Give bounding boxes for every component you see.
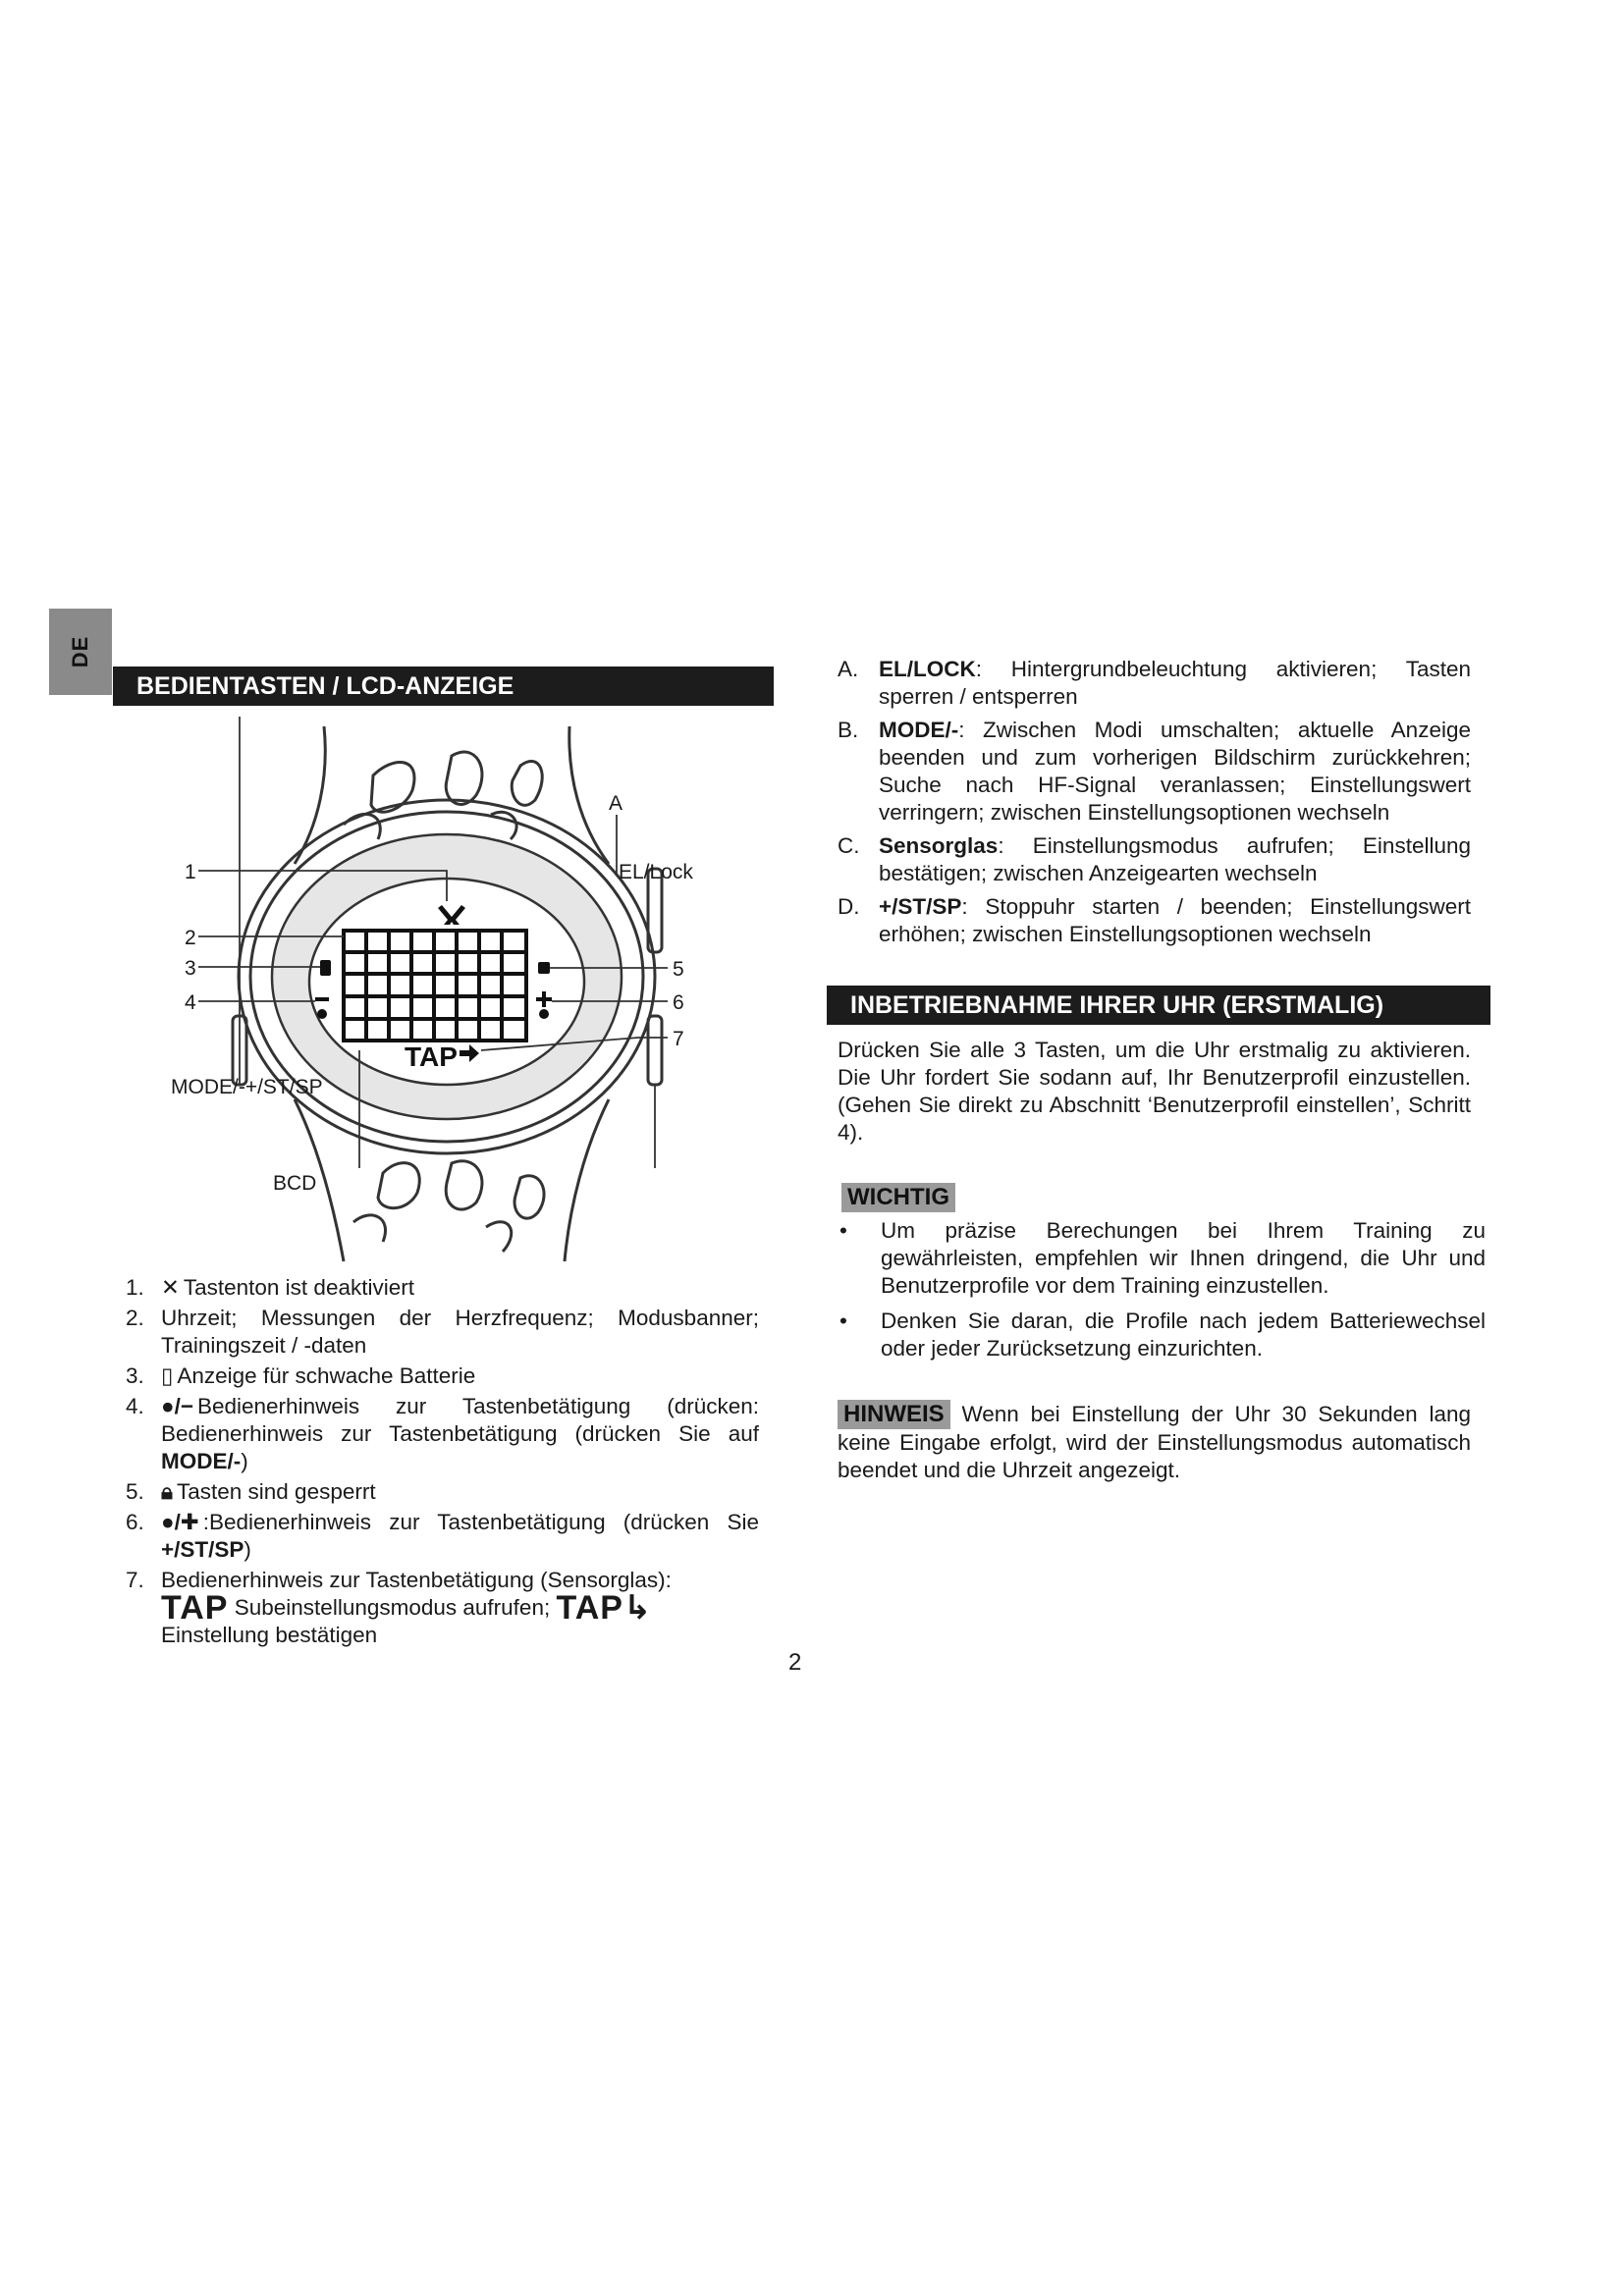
list-text: ) xyxy=(244,1537,251,1562)
list-number: 4. xyxy=(126,1394,144,1418)
strap-hole xyxy=(512,761,542,805)
lock-icon xyxy=(538,962,550,974)
list-item xyxy=(838,832,1471,887)
dot-minus-icon: ●/− xyxy=(161,1394,193,1418)
list-number: 7. xyxy=(126,1568,144,1592)
label-mode: MODE/-+/ST/SP xyxy=(171,1076,323,1098)
bullet-icon: • xyxy=(839,1308,847,1333)
tap-confirm-icon: TAP xyxy=(556,1589,623,1627)
strap-hole xyxy=(514,1176,544,1218)
list-item xyxy=(126,1305,759,1360)
list-number: 1. xyxy=(126,1275,144,1300)
list-item xyxy=(838,893,1471,948)
list-text: ) xyxy=(241,1449,248,1473)
label-el-lock: EL/Lock xyxy=(619,861,693,883)
list-text: Subeinstellungsmodus aufrufen; xyxy=(234,1595,551,1620)
bullet-text: Um präzise Berechungen bei Ihrem Training zu gewährleisten, empfehlen wir Ihnen dringend, die Uhr und Benutzerprofile vor dem Training einzustellen. xyxy=(881,1218,1486,1298)
list-text: Tastenton ist deaktiviert xyxy=(183,1275,414,1300)
language-tab xyxy=(49,609,112,695)
list-letter: A. xyxy=(838,657,859,681)
watch-diagram-svg xyxy=(147,717,766,1266)
battery-low-icon: ▯ xyxy=(161,1363,174,1388)
list-item xyxy=(838,717,1471,827)
important-bullet-list xyxy=(838,1217,1486,1370)
lcd-legend-list xyxy=(126,1274,759,1652)
list-item xyxy=(126,1393,759,1475)
list-item xyxy=(838,1308,1486,1362)
strap-bottom-right-edge xyxy=(565,1099,609,1261)
list-text-bold: +/ST/SP xyxy=(161,1537,244,1562)
strap-hole xyxy=(446,1161,482,1209)
note-paragraph xyxy=(838,1400,1471,1484)
label-7: 7 xyxy=(673,1028,684,1050)
strap-hole xyxy=(486,1222,512,1252)
label-bcd: BCD xyxy=(273,1172,317,1195)
key-name: MODE/- xyxy=(879,718,959,742)
list-letter: B. xyxy=(838,718,859,742)
lcd-tap-text: TAP xyxy=(405,1041,458,1072)
section-heading-first-use: INBETRIEBNAHME IHRER UHR (ERSTMALIG) xyxy=(827,986,1490,1025)
label-6: 6 xyxy=(673,991,684,1014)
key-name: Sensorglas xyxy=(879,833,999,858)
intro-paragraph: Drücken Sie alle 3 Tasten, um die Uhr erstmalig zu aktivieren. Die Uhr fordert Sie sodann auf, Ihr Benutzerprofil einzustellen. (Gehen Sie direkt zu Abschnitt ‘Benutzerprofil einstellen’, Schritt 4). xyxy=(838,1038,1471,1145)
list-number: 2. xyxy=(126,1306,144,1330)
list-text: Bedienerhinweis zur Tastenbetätigung (Sensorglas): xyxy=(161,1568,672,1592)
list-item xyxy=(126,1274,759,1302)
strap-hole xyxy=(353,1215,386,1242)
note-tag: HINWEIS xyxy=(838,1400,950,1429)
battery-low-icon xyxy=(320,960,331,976)
key-description: : Hintergrundbeleuchtung aktivieren; Tasten sperren / entsperren xyxy=(879,657,1471,709)
label-4: 4 xyxy=(185,991,196,1014)
list-text: Uhrzeit; Messungen der Herzfrequenz; Modusbanner; Trainingszeit / -daten xyxy=(161,1306,759,1358)
list-item xyxy=(126,1362,759,1390)
lock-icon: 🔒︎ xyxy=(161,1479,173,1504)
important-tag: WICHTIG xyxy=(841,1183,955,1212)
list-letter: D. xyxy=(838,894,860,919)
list-number: 3. xyxy=(126,1363,144,1388)
dot-plus-icon: ●/✚ xyxy=(161,1510,199,1534)
list-text: Tasten sind gesperrt xyxy=(176,1479,376,1504)
list-item xyxy=(126,1478,759,1506)
list-text: :Bedienerhinweis zur Tastenbetätigung (drücken Sie xyxy=(202,1510,759,1534)
list-number: 6. xyxy=(126,1510,144,1534)
key-description: : Einstellungsmodus aufrufen; Einstellung bestätigen; zwischen Anzeigearten wechseln xyxy=(879,833,1471,885)
strap-hole xyxy=(378,1163,419,1208)
mode-dot-icon xyxy=(317,1009,327,1019)
list-text: Bedienerhinweis zur Tastenbetätigung (drücken: Bedienerhinweis zur Tastenbetätigung (drücken Sie auf xyxy=(161,1394,759,1446)
label-1: 1 xyxy=(185,861,196,883)
note-text: Wenn bei Einstellung der Uhr 30 Sekunden lang keine Eingabe erfolgt, wird der Einstellungsmodus automatisch beendet und die Uhrzeit angezeigt. xyxy=(838,1402,1471,1482)
list-item xyxy=(838,656,1471,711)
strap-top-right-edge xyxy=(569,726,609,864)
list-text: Einstellung bestätigen xyxy=(161,1623,378,1647)
section-heading-controls: BEDIENTASTEN / LCD-ANZEIGE xyxy=(113,667,774,706)
watch-diagram xyxy=(147,717,766,1266)
label-2: 2 xyxy=(185,927,196,949)
bullet-icon: • xyxy=(839,1218,847,1243)
plus-icon-bar xyxy=(536,997,552,1001)
list-item xyxy=(126,1567,759,1649)
button-function-list xyxy=(838,656,1471,954)
page-number: 2 xyxy=(788,1649,802,1676)
button-plus-st-sp xyxy=(648,1016,662,1085)
tap-icon: TAP xyxy=(161,1589,229,1627)
key-description: : Zwischen Modi umschalten; aktuelle Anzeige beenden und zum vorherigen Bildschirm zurückkehren; Suche nach HF-Signal veranlassen; Einstellungswert verringern; zwischen Einstellungsoptionen wechseln xyxy=(879,718,1471,825)
minus-icon xyxy=(315,997,329,1001)
list-item xyxy=(838,1217,1486,1300)
key-name: EL/LOCK xyxy=(879,657,976,681)
key-description: : Stoppuhr starten / beenden; Einstellungswert erhöhen; zwischen Einstellungsoptionen wechseln xyxy=(879,894,1471,946)
list-text-bold: MODE/- xyxy=(161,1449,242,1473)
language-tab-label: DE xyxy=(68,635,92,668)
beep-off-icon: ✕ xyxy=(161,1275,180,1300)
label-a: A xyxy=(609,792,623,815)
label-5: 5 xyxy=(673,958,684,981)
bullet-text: Denken Sie daran, die Profile nach jedem Batteriewechsel oder jeder Zurücksetzung einzurichten. xyxy=(881,1308,1486,1361)
label-3: 3 xyxy=(185,957,196,980)
list-number: 5. xyxy=(126,1479,144,1504)
strap-hole xyxy=(446,752,482,804)
tap-arrow-icon: ↳ xyxy=(623,1589,653,1627)
list-text: Anzeige für schwache Batterie xyxy=(177,1363,476,1388)
key-name: +/ST/SP xyxy=(879,894,962,919)
list-letter: C. xyxy=(838,833,860,858)
list-item xyxy=(126,1509,759,1564)
st-dot-icon xyxy=(539,1009,549,1019)
